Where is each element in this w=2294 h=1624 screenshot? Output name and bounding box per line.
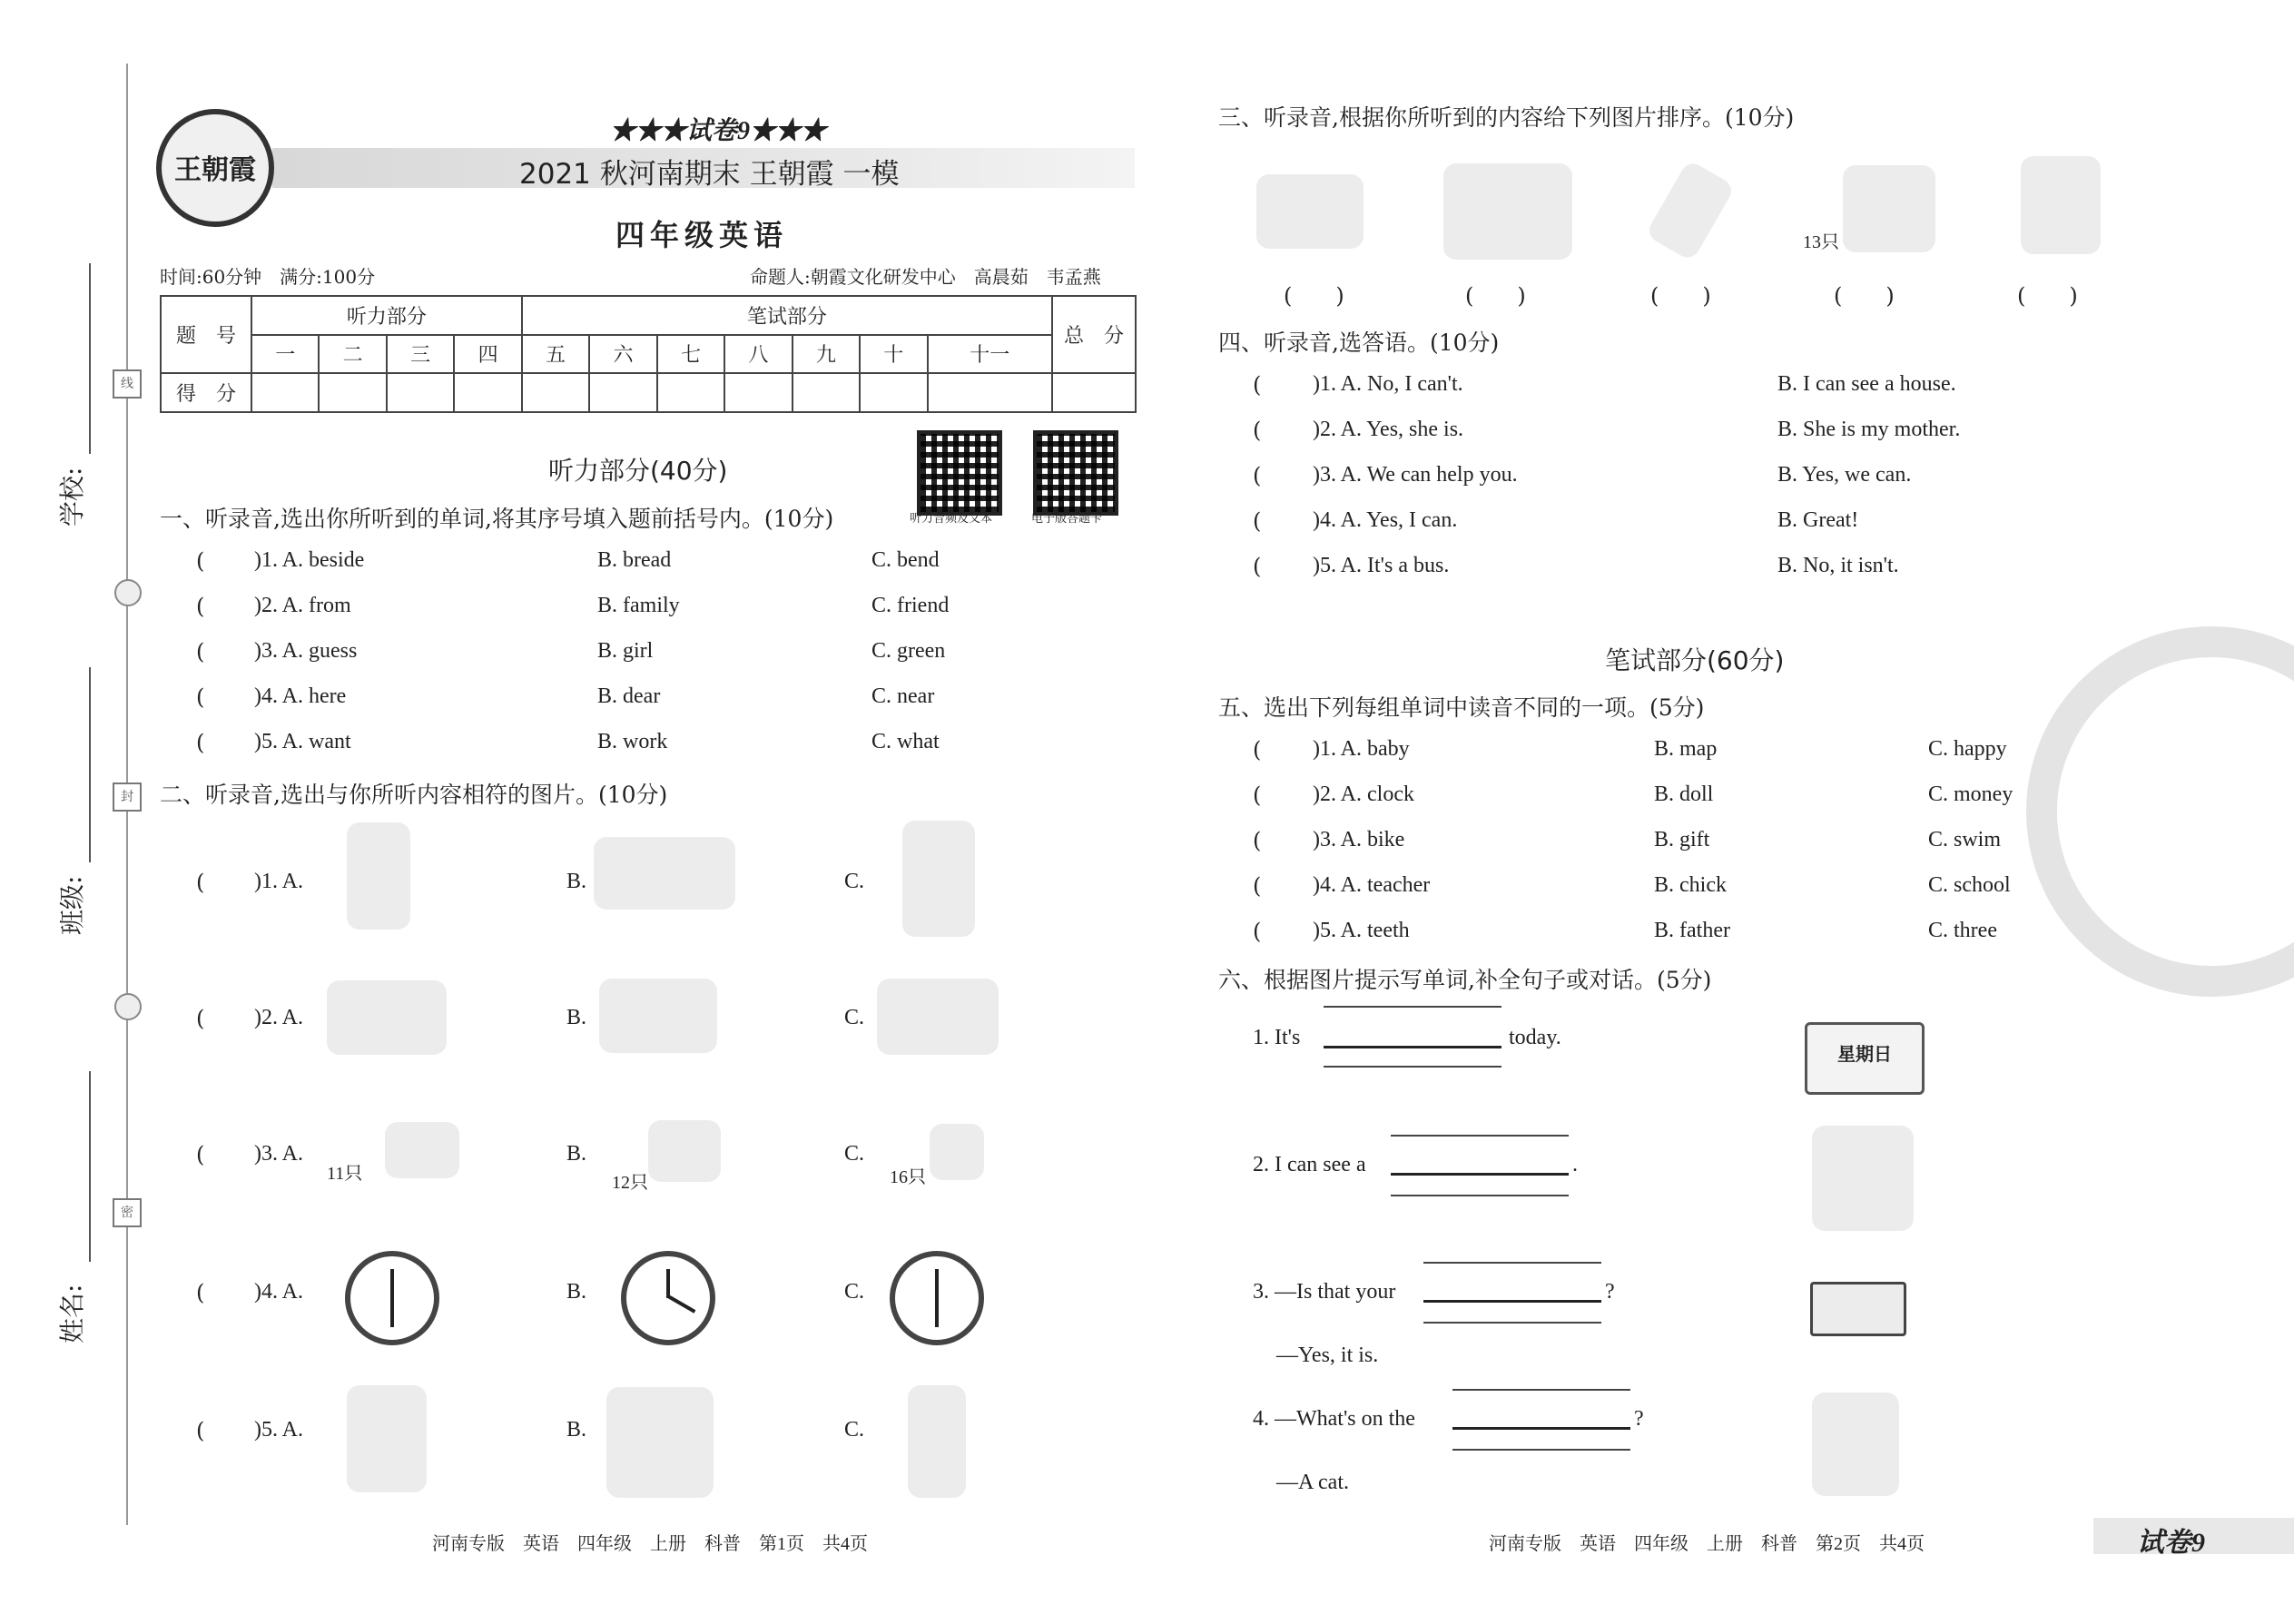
option-b: B. work — [597, 730, 668, 753]
picture-option-b-label: B. — [566, 1418, 587, 1442]
farmer-picture[interactable] — [606, 1387, 714, 1498]
horse-rider-picture[interactable] — [1443, 163, 1572, 260]
writing-guide-line — [1391, 1135, 1569, 1137]
word-c: C. money — [1928, 782, 2013, 806]
paper-number: ★★★试卷9★★★ — [610, 117, 827, 145]
word-c: C. three — [1928, 919, 1997, 942]
writing-guide-line — [1452, 1389, 1630, 1391]
qr-code-audio[interactable] — [917, 430, 1002, 516]
footer-right: 河南专版 英语 四年级 上册 科普 第2页 共4页 — [1489, 1534, 1925, 1554]
question-number: 八 — [724, 335, 792, 374]
option-b: B. dear — [597, 684, 661, 708]
picture-option-c-label: C. — [844, 1418, 865, 1442]
word-b: B. gift — [1654, 828, 1710, 851]
question-number: 二 — [319, 335, 386, 374]
jeep-picture[interactable] — [599, 979, 717, 1053]
calendar-text: 星期日 — [1837, 1043, 1892, 1065]
score-cell[interactable] — [251, 373, 319, 412]
score-row-header: 题 号 — [161, 296, 251, 373]
option-c: C. green — [871, 639, 946, 663]
word-b: B. father — [1654, 919, 1730, 942]
book-picture[interactable] — [1810, 1282, 1906, 1336]
count-label: 12只 — [612, 1173, 648, 1193]
option-b: B. girl — [597, 639, 654, 663]
qr-caption-audio: 听力音频及文本 — [910, 512, 993, 526]
score-cell[interactable] — [319, 373, 386, 412]
score-row-label: 得 分 — [161, 373, 251, 412]
seal-mark-secret: 密 — [113, 1198, 142, 1227]
answer-bracket[interactable]: ( ) — [1834, 283, 1895, 309]
option-c: C. bend — [871, 548, 940, 572]
answer-bracket[interactable]: ( — [1253, 508, 1262, 534]
picture-option-b-label: B. — [566, 870, 587, 893]
word-a: )3. A. bike — [1313, 828, 1405, 851]
answer-bracket[interactable]: ( ) — [1465, 283, 1526, 309]
answer-bracket[interactable]: ( — [196, 639, 205, 664]
class-field[interactable] — [89, 667, 91, 862]
class-label: 班级: — [57, 875, 87, 935]
word-c: C. swim — [1928, 828, 2002, 851]
score-cell[interactable] — [1052, 373, 1136, 412]
clock-icon[interactable] — [621, 1251, 715, 1345]
name-field[interactable] — [89, 1071, 91, 1262]
word-a: )2. A. clock — [1313, 782, 1414, 806]
section4-title: 四、听录音,选答语。(10分) — [1218, 330, 1500, 356]
word-a: )1. A. baby — [1313, 737, 1410, 761]
q2-prompt: 2. I can see a — [1253, 1153, 1366, 1176]
q4-prompt: 4. —What's on the — [1253, 1407, 1415, 1431]
listening-header: 听力部分 — [251, 296, 522, 335]
footer-left: 河南专版 英语 四年级 上册 科普 第1页 共4页 — [432, 1534, 868, 1554]
option-a: )5. A. want — [254, 730, 351, 753]
q3-suffix: ? — [1605, 1280, 1615, 1304]
answer-bracket[interactable]: ( ) — [2017, 283, 2078, 309]
count-label: 16只 — [890, 1167, 926, 1187]
clock-icon[interactable] — [890, 1251, 984, 1345]
option-c: C. friend — [871, 594, 950, 617]
plane-picture[interactable] — [877, 979, 999, 1055]
answer-blank[interactable] — [1423, 1300, 1601, 1303]
bird-picture[interactable] — [648, 1120, 721, 1182]
answer-bracket[interactable]: ( — [196, 1006, 205, 1031]
q3-answer: —Yes, it is. — [1276, 1343, 1379, 1367]
question-number: 五 — [522, 335, 589, 374]
score-cell[interactable] — [860, 373, 927, 412]
author-info: 命题人:朝霞文化研发中心 高晨茹 韦孟燕 — [750, 266, 1101, 288]
writing-guide-line — [1423, 1322, 1601, 1324]
option-a: )1. A. beside — [254, 548, 365, 572]
listening-section-title: 听力部分(40分) — [548, 456, 728, 486]
answer-blank[interactable] — [1391, 1173, 1569, 1176]
word-c: C. school — [1928, 873, 2011, 897]
score-cell[interactable] — [657, 373, 724, 412]
option-b: B. bread — [597, 548, 672, 572]
option-b: B. family — [597, 594, 680, 617]
qr-caption-answer-sheet: 电子版答题卡 — [1031, 512, 1103, 526]
question-number: 九 — [793, 335, 860, 374]
reply-a: )4. A. Yes, I can. — [1313, 508, 1458, 532]
answer-bracket[interactable]: ( — [196, 1418, 205, 1443]
swimming-picture[interactable] — [594, 837, 735, 910]
box-picture[interactable] — [1256, 174, 1364, 249]
score-cell[interactable] — [793, 373, 860, 412]
section5-title: 五、选出下列每组单词中读音不同的一项。(5分) — [1218, 694, 1705, 721]
option-a: )4. A. here — [254, 684, 347, 708]
reply-a: )3. A. We can help you. — [1313, 463, 1518, 487]
q4-suffix: ? — [1634, 1407, 1644, 1431]
answer-bracket[interactable]: ( — [1253, 737, 1262, 763]
confidential-stamp-icon — [2026, 626, 2294, 997]
answer-bracket[interactable]: ( — [196, 684, 205, 710]
cook-picture[interactable] — [908, 1385, 966, 1498]
word-b: B. map — [1654, 737, 1718, 761]
binding-hole — [114, 993, 142, 1020]
word-a: )5. A. teeth — [1313, 919, 1410, 942]
tree-picture[interactable] — [1812, 1126, 1914, 1231]
picture-option-a-label: )3. A. — [254, 1142, 303, 1166]
picture-option-c-label: C. — [844, 1280, 865, 1304]
question-number: 三 — [387, 335, 454, 374]
section3-title: 三、听录音,根据你所听到的内容给下列图片排序。(10分) — [1218, 104, 1795, 131]
count-label: 11只 — [327, 1164, 363, 1184]
answer-blank[interactable] — [1324, 1046, 1501, 1048]
section1-title: 一、听录音,选出你所听到的单词,将其序号填入题前括号内。(10分) — [160, 506, 834, 532]
picture-option-c-label: C. — [844, 1142, 865, 1166]
question-number: 一 — [251, 335, 319, 374]
q1-suffix: today. — [1509, 1026, 1561, 1049]
option-c: C. what — [871, 730, 940, 753]
option-a: )3. A. guess — [254, 639, 358, 663]
question-number: 十 — [860, 335, 927, 374]
option-c: C. near — [871, 684, 935, 708]
answer-blank[interactable] — [1452, 1427, 1630, 1430]
count-label: 13只 — [1803, 232, 1839, 252]
reply-b: B. She is my mother. — [1777, 418, 1961, 441]
section6-title: 六、根据图片提示写单词,补全句子或对话。(5分) — [1218, 967, 1712, 993]
score-cell[interactable] — [928, 373, 1052, 412]
paper-title: 2021 秋河南期末 王朝霞 一模 — [519, 158, 900, 191]
word-c: C. happy — [1928, 737, 2007, 761]
chair-cat-picture[interactable] — [1812, 1393, 1899, 1496]
option-a: )2. A. from — [254, 594, 351, 617]
qr-code-answer-sheet[interactable] — [1033, 430, 1118, 516]
q4-answer: —A cat. — [1276, 1471, 1349, 1494]
word-b: B. doll — [1654, 782, 1714, 806]
answer-bracket[interactable]: ( ) — [1650, 283, 1711, 309]
score-cell[interactable] — [387, 373, 454, 412]
question-number: 六 — [589, 335, 656, 374]
answer-bracket[interactable]: ( — [196, 1280, 205, 1305]
answer-bracket[interactable]: ( — [196, 548, 205, 574]
picture-option-c-label: C. — [844, 1006, 865, 1029]
answer-bracket[interactable]: ( — [196, 1142, 205, 1167]
girl-dancing-picture[interactable] — [902, 821, 975, 937]
question-number: 十一 — [928, 335, 1052, 374]
picture-option-b-label: B. — [566, 1006, 587, 1029]
answer-bracket[interactable]: ( — [1253, 919, 1262, 944]
teacher-picture[interactable] — [2021, 156, 2101, 254]
cow-picture[interactable] — [1843, 165, 1935, 252]
bee-picture[interactable] — [930, 1124, 984, 1180]
score-table — [160, 295, 1137, 413]
school-field[interactable] — [89, 263, 91, 454]
subject-title: 四年级英语 — [615, 218, 789, 252]
publisher-logo: 王朝霞 — [156, 109, 274, 227]
question-number: 七 — [657, 335, 724, 374]
answer-bracket[interactable]: ( ) — [1284, 283, 1344, 309]
picture-option-a-label: )1. A. — [254, 870, 303, 893]
picture-option-a-label: )4. A. — [254, 1280, 303, 1304]
school-label: 学校: — [57, 467, 87, 527]
answer-bracket[interactable]: ( — [196, 594, 205, 619]
q2-suffix: . — [1572, 1153, 1578, 1176]
answer-bracket[interactable]: ( — [1253, 463, 1262, 488]
picture-option-b-label: B. — [566, 1280, 587, 1304]
time-info: 时间:60分钟 满分:100分 — [160, 266, 376, 288]
section2-title: 二、听录音,选出与你所听内容相符的图片。(10分) — [160, 782, 668, 808]
answer-bracket[interactable]: ( — [1253, 372, 1262, 398]
picture-option-c-label: C. — [844, 870, 865, 893]
score-cell[interactable] — [454, 373, 521, 412]
picture-option-a-label: )5. A. — [254, 1418, 303, 1442]
reply-a: )1. A. No, I can't. — [1313, 372, 1463, 396]
answer-bracket[interactable]: ( — [196, 730, 205, 755]
seal-mark-line: 线 — [113, 369, 142, 399]
reply-b: B. Yes, we can. — [1777, 463, 1912, 487]
writing-section-title: 笔试部分(60分) — [1605, 645, 1785, 675]
reply-b: B. No, it isn't. — [1777, 554, 1899, 577]
q3-prompt: 3. —Is that your — [1253, 1280, 1396, 1304]
corner-paper-number: 试卷9 — [2137, 1528, 2205, 1558]
writing-guide-line — [1391, 1195, 1569, 1196]
answer-bracket[interactable]: ( — [1253, 828, 1262, 853]
reply-a: )5. A. It's a bus. — [1313, 554, 1450, 577]
seal-mark-seal: 封 — [113, 782, 142, 812]
picture-option-b-label: B. — [566, 1142, 587, 1166]
writing-guide-line — [1423, 1262, 1601, 1264]
writing-header: 笔试部分 — [522, 296, 1052, 335]
word-a: )4. A. teacher — [1313, 873, 1431, 897]
name-label: 姓名: — [57, 1284, 87, 1343]
reply-b: B. I can see a house. — [1777, 372, 1956, 396]
writing-guide-line — [1452, 1449, 1630, 1451]
writing-guide-line — [1324, 1006, 1501, 1008]
score-cell[interactable] — [522, 373, 589, 412]
answer-bracket[interactable]: ( — [1253, 418, 1262, 443]
calendar-picture[interactable] — [1805, 1022, 1925, 1095]
reply-b: B. Great! — [1777, 508, 1859, 532]
q1-prompt: 1. It's — [1253, 1026, 1301, 1049]
writing-guide-line — [1324, 1066, 1501, 1068]
answer-bracket[interactable]: ( — [1253, 873, 1262, 899]
picture-option-a-label: )2. A. — [254, 1006, 303, 1029]
clock-icon[interactable] — [345, 1251, 439, 1345]
word-b: B. chick — [1654, 873, 1727, 897]
boat-picture[interactable] — [327, 980, 447, 1055]
score-cell[interactable] — [589, 373, 656, 412]
reply-a: )2. A. Yes, she is. — [1313, 418, 1464, 441]
answer-bracket[interactable]: ( — [1253, 782, 1262, 808]
answer-bracket[interactable]: ( — [1253, 554, 1262, 579]
worker-picture[interactable] — [347, 1385, 427, 1492]
total-header: 总 分 — [1052, 296, 1136, 373]
question-number: 四 — [454, 335, 521, 374]
chick-picture[interactable] — [385, 1122, 459, 1178]
boy-singing-picture[interactable] — [347, 822, 410, 930]
binding-hole — [114, 579, 142, 606]
score-cell[interactable] — [724, 373, 792, 412]
ruler-picture[interactable] — [1645, 159, 1736, 261]
answer-bracket[interactable]: ( — [196, 870, 205, 895]
